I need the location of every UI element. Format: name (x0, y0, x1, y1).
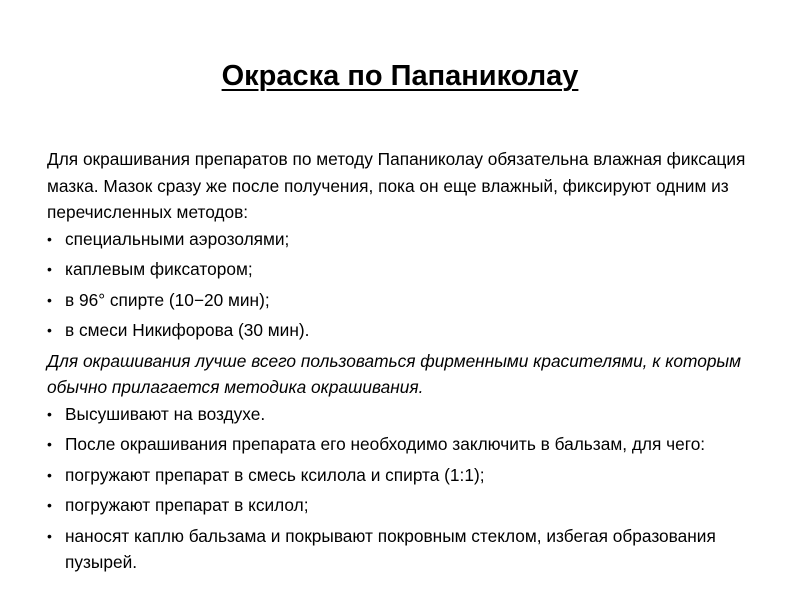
bullet-icon: • (47, 497, 52, 513)
list-item-text: погружают препарат в смесь ксилола и спирта (1:1); (65, 464, 485, 485)
list-item (47, 226, 767, 253)
intro-paragraph: Для окрашивания препаратов по методу Папаниколау обязательна влажная фиксация мазка. Мазок сразу же после получения, пока он еще влажный, фиксируют одним из перечисленных методов: (47, 149, 746, 222)
fixation-methods-list (47, 226, 767, 344)
list-item (47, 492, 767, 519)
bullet-icon: • (47, 261, 52, 277)
bullet-icon: • (47, 466, 52, 483)
list-item-text: в 96° спирте (10−20 мин); (65, 289, 270, 310)
list-item (47, 256, 767, 283)
slide-body (47, 146, 767, 580)
bullet-icon: • (47, 527, 52, 544)
steps-list (47, 401, 767, 576)
list-item (47, 431, 767, 458)
bullet-icon: • (47, 436, 52, 452)
list-item-text: Высушивают на воздухе. (65, 403, 266, 424)
list-item (47, 523, 767, 576)
list-item-text: наносят каплю бальзама и покрывают покровным стеклом, избегая образования пузырей. (65, 525, 716, 572)
list-item-text: каплевым фиксатором; (65, 259, 253, 279)
bullet-icon: • (47, 322, 52, 338)
list-item-text: погружают препарат в ксилол; (65, 495, 309, 515)
list-item (47, 287, 767, 314)
staining-note: Для окрашивания лучше всего пользоваться фирменными красителями, к которым обычно прилагается методика окрашивания. (47, 350, 741, 397)
bullet-icon: • (47, 291, 52, 308)
list-item (47, 462, 767, 489)
list-item-text: в смеси Никифорова (30 мин). (65, 320, 310, 340)
list-item (47, 317, 767, 344)
bullet-icon: • (47, 405, 52, 422)
bullet-icon: • (47, 230, 52, 247)
slide-title: Окраска по Папаниколау (221, 60, 579, 92)
list-item (47, 401, 767, 428)
list-item-text: После окрашивания препарата его необходимо заключить в бальзам, для чего: (65, 434, 706, 454)
list-item-text: специальными аэрозолями; (65, 228, 290, 249)
